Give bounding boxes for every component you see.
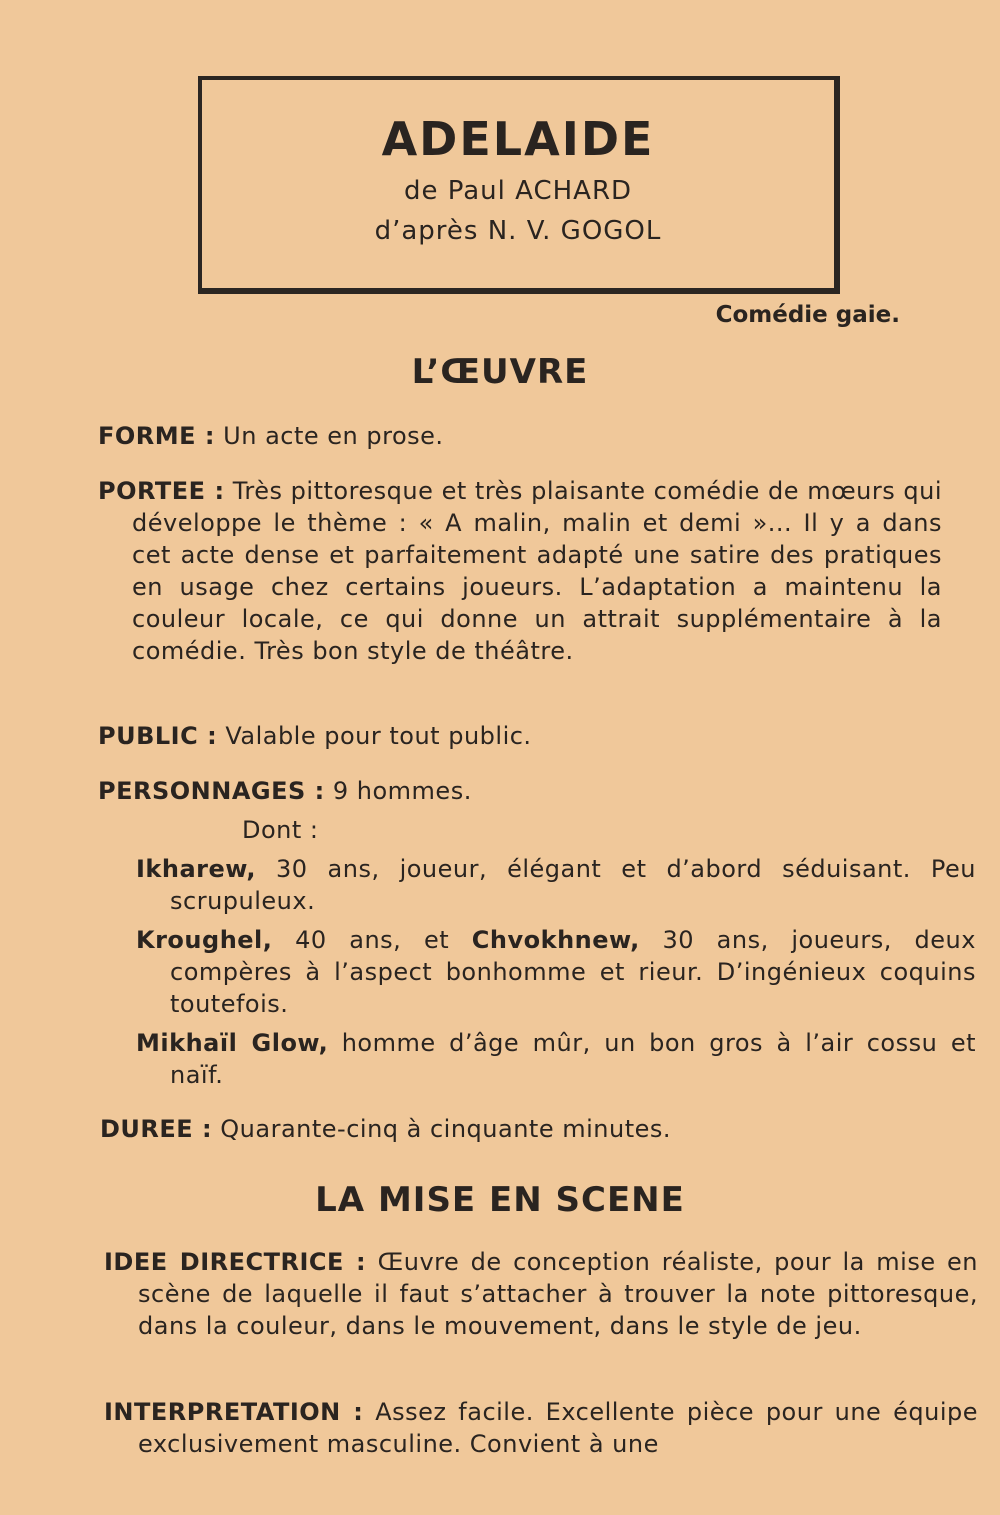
- idee-directrice-text: Œuvre de conception réaliste, pour la mise en scène de laquelle il faut s’attacher à trouver la note pittoresque, dans la couleur, dans le mouvement, dans le style de jeu.: [138, 1248, 978, 1340]
- character-name: Mikhaïl Glow,: [136, 1029, 329, 1057]
- character-name: Ikharew,: [136, 855, 257, 883]
- genre-label: Comédie gaie.: [715, 302, 900, 328]
- duree-text: Quarante-cinq à cinquante minutes.: [220, 1115, 672, 1143]
- public-label: PUBLIC :: [98, 722, 218, 750]
- portee-entry: [98, 475, 942, 667]
- character-mikhail-glow: [136, 1027, 976, 1091]
- source-line: d’après N. V. GOGOL: [374, 216, 662, 246]
- public-text: Valable pour tout public.: [225, 722, 532, 750]
- section-heading-oeuvre: L’ŒUVRE: [411, 352, 589, 392]
- character-description: 30 ans, joueurs, deux compères à l’aspect bonhomme et rieur. D’ingénieux coquins toutefois.: [170, 926, 976, 1018]
- portee-label: PORTEE :: [98, 477, 225, 505]
- dont-label: Dont :: [242, 816, 319, 844]
- idee-directrice-label: IDEE DIRECTRICE :: [104, 1248, 367, 1276]
- section-heading-mise-en-scene: LA MISE EN SCENE: [315, 1180, 685, 1220]
- portee-text: Très pittoresque et très plaisante comédie de mœurs qui développe le thème : « A malin, malin et demi »... Il y a dans cet acte dense et parfaitement adapté une satire des pratiques en usage chez certains joueurs. L’adaptation a maintenu la couleur locale, ce qui donne un attrait supplémentaire à la comédie. Très bon style de théâtre.: [132, 477, 942, 665]
- play-title: ADELAIDE: [381, 112, 655, 166]
- interpretation-label: INTERPRETATION :: [104, 1398, 364, 1426]
- personnages-label: PERSONNAGES :: [98, 777, 325, 805]
- duree-label: DUREE :: [100, 1115, 213, 1143]
- character-kroughel-chvokhnew: [136, 924, 976, 1020]
- character-name: Kroughel,: [136, 926, 273, 954]
- forme-text: Un acte en prose.: [223, 422, 444, 450]
- idee-directrice-entry: [104, 1246, 978, 1342]
- character-age: 40 ans, et: [295, 926, 450, 954]
- character-name-2: Chvokhnew,: [471, 926, 640, 954]
- character-description: 30 ans, joueur, élégant et d’abord séduisant. Peu scrupuleux.: [170, 855, 976, 915]
- forme-label: FORME :: [98, 422, 216, 450]
- character-ikharew: [136, 853, 976, 917]
- title-box: [198, 76, 840, 294]
- interpretation-entry: [104, 1396, 978, 1460]
- personnages-entry: [98, 775, 942, 807]
- duree-entry: [100, 1113, 944, 1145]
- personnages-text: 9 hommes.: [332, 777, 472, 805]
- forme-entry: [98, 420, 942, 452]
- interpretation-text: Assez facile. Excellente pièce pour une équipe exclusivement masculine. Convient à une: [138, 1398, 978, 1458]
- author-line: de Paul ACHARD: [403, 176, 633, 206]
- character-description: homme d’âge mûr, un bon gros à l’air cossu et naïf.: [170, 1029, 976, 1089]
- public-entry: [98, 720, 942, 752]
